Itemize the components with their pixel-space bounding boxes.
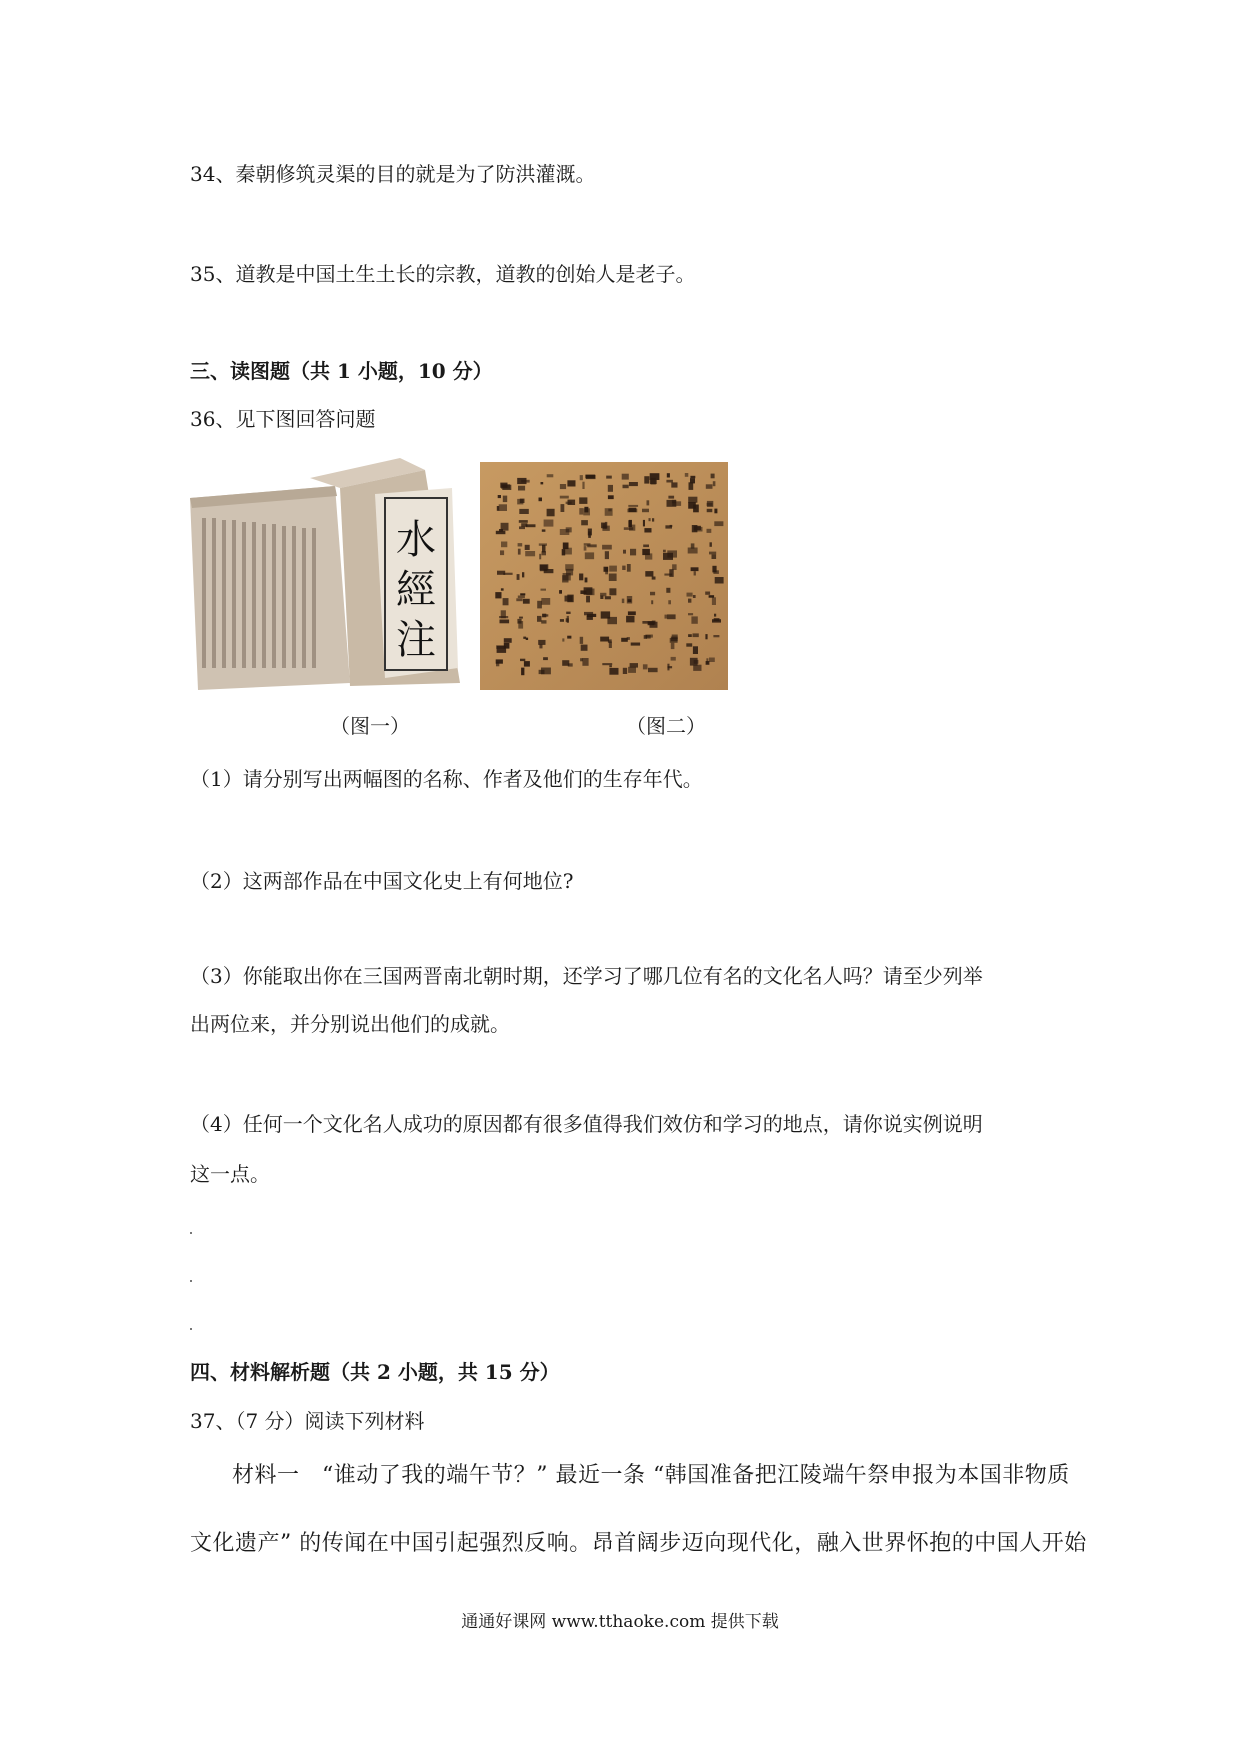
calligraphy-stroke bbox=[691, 543, 695, 548]
figure-2-caption: （图二） bbox=[626, 714, 706, 738]
calligraphy-stroke bbox=[503, 496, 507, 503]
calligraphy-stroke bbox=[580, 475, 583, 480]
calligraphy-stroke bbox=[495, 592, 501, 598]
calligraphy-stroke bbox=[608, 509, 611, 512]
calligraphy-stroke bbox=[688, 502, 696, 509]
figure-1-cover-char-2: 經 bbox=[396, 567, 436, 613]
calligraphy-stroke bbox=[581, 645, 588, 651]
calligraphy-stroke bbox=[521, 668, 524, 676]
calligraphy-stroke bbox=[672, 635, 678, 640]
calligraphy-stroke bbox=[713, 481, 716, 486]
calligraphy-stroke bbox=[643, 520, 645, 527]
calligraphy-stroke bbox=[538, 640, 545, 645]
calligraphy-stroke bbox=[627, 509, 637, 513]
figure-1-caption: （图一） bbox=[330, 714, 410, 738]
figure-1-cover-char-1: 水 bbox=[396, 517, 436, 563]
calligraphy-stroke bbox=[519, 509, 529, 514]
calligraphy-stroke bbox=[526, 638, 528, 640]
calligraphy-stroke bbox=[539, 498, 543, 502]
calligraphy-stroke bbox=[583, 508, 590, 515]
calligraphy-stroke bbox=[519, 526, 525, 529]
calligraphy-stroke bbox=[609, 642, 612, 649]
calligraphy-stroke bbox=[690, 478, 695, 483]
calligraphy-stroke bbox=[608, 485, 613, 492]
calligraphy-stroke bbox=[671, 482, 677, 487]
calligraphy-stroke bbox=[567, 595, 573, 603]
calligraphy-stroke bbox=[516, 598, 522, 601]
calligraphy-stroke bbox=[517, 478, 526, 484]
calligraphy-stroke bbox=[628, 505, 638, 507]
calligraphy-stroke bbox=[665, 615, 668, 619]
stray-dot bbox=[190, 1328, 192, 1330]
calligraphy-stroke bbox=[672, 564, 677, 570]
calligraphy-stroke bbox=[690, 658, 698, 666]
calligraphy-stroke bbox=[622, 474, 629, 480]
question-36-sub-4-line-1: （4）任何一个文化名人成功的原因都有很多值得我们效仿和学习的地点，请你说实例说明 bbox=[190, 1112, 983, 1136]
calligraphy-stroke bbox=[584, 546, 587, 551]
calligraphy-stroke bbox=[706, 658, 708, 664]
calligraphy-stroke bbox=[609, 566, 617, 572]
calligraphy-stroke bbox=[712, 554, 717, 559]
calligraphy-stroke bbox=[714, 521, 723, 526]
calligraphy-stroke bbox=[604, 567, 609, 572]
calligraphy-stroke bbox=[560, 484, 566, 489]
calligraphy-stroke bbox=[705, 592, 710, 595]
calligraphy-stroke bbox=[666, 480, 673, 483]
calligraphy-stroke bbox=[567, 636, 571, 639]
calligraphy-stroke bbox=[707, 501, 713, 507]
calligraphy-stroke bbox=[542, 614, 546, 618]
calligraphy-stroke bbox=[501, 588, 504, 590]
calligraphy-stroke bbox=[623, 485, 629, 489]
calligraphy-stroke bbox=[525, 551, 535, 556]
stray-dot bbox=[190, 1280, 192, 1282]
section-4-heading: 四、材料解析题（共 2 小题，共 15 分） bbox=[190, 1360, 560, 1384]
calligraphy-stroke bbox=[693, 665, 701, 671]
calligraphy-stroke bbox=[585, 578, 588, 583]
calligraphy-stroke bbox=[565, 564, 573, 570]
calligraphy-stroke bbox=[643, 545, 649, 548]
calligraphy-stroke bbox=[600, 596, 603, 600]
question-36: 36、见下图回答问题 bbox=[190, 407, 376, 431]
calligraphy-stroke bbox=[544, 520, 554, 527]
calligraphy-stroke bbox=[560, 496, 569, 499]
calligraphy-stroke bbox=[525, 545, 530, 550]
calligraphy-stroke bbox=[627, 637, 630, 640]
calligraphy-stroke bbox=[588, 531, 591, 538]
calligraphy-stroke bbox=[645, 635, 653, 638]
question-36-sub-3-line-1: （3）你能取出你在三国两晋南北朝时期，还学习了哪几位有名的文化名人吗？请至少列举 bbox=[190, 964, 983, 988]
calligraphy-stroke bbox=[686, 643, 692, 646]
calligraphy-stroke bbox=[582, 658, 588, 666]
calligraphy-stroke bbox=[645, 553, 652, 559]
calligraphy-stroke bbox=[649, 518, 651, 521]
calligraphy-stroke bbox=[644, 476, 649, 483]
question-37: 37、（7 分）阅读下列材料 bbox=[190, 1409, 425, 1433]
calligraphy-stroke bbox=[543, 657, 548, 660]
calligraphy-stroke bbox=[707, 509, 713, 512]
calligraphy-stroke bbox=[689, 482, 694, 490]
calligraphy-stroke bbox=[643, 664, 648, 669]
calligraphy-stroke bbox=[709, 595, 715, 598]
calligraphy-stroke bbox=[688, 599, 691, 603]
calligraphy-stroke bbox=[560, 529, 570, 535]
calligraphy-stroke bbox=[539, 670, 545, 674]
calligraphy-stroke bbox=[547, 474, 554, 477]
calligraphy-stroke bbox=[628, 520, 631, 527]
calligraphy-stroke bbox=[671, 657, 676, 661]
calligraphy-stroke bbox=[581, 520, 588, 525]
calligraphy-stroke bbox=[523, 637, 526, 639]
calligraphy-stroke bbox=[559, 590, 562, 594]
calligraphy-stroke bbox=[627, 564, 631, 572]
calligraphy-stroke bbox=[650, 480, 657, 484]
calligraphy-stroke bbox=[501, 542, 507, 548]
calligraphy-stroke bbox=[520, 593, 525, 595]
calligraphy-stroke bbox=[586, 596, 590, 603]
calligraphy-stroke bbox=[668, 600, 671, 604]
calligraphy-stroke bbox=[499, 504, 507, 511]
calligraphy-stroke bbox=[707, 529, 712, 533]
calligraphy-stroke bbox=[714, 614, 716, 617]
calligraphy-stroke bbox=[667, 500, 677, 507]
question-34: 34、秦朝修筑灵渠的目的就是为了防洪灌溉。 bbox=[190, 162, 596, 186]
calligraphy-stroke bbox=[523, 599, 530, 604]
calligraphy-stroke bbox=[642, 621, 652, 624]
calligraphy-stroke bbox=[642, 509, 649, 513]
section-3-heading: 三、读图题（共 1 小题，10 分） bbox=[190, 359, 493, 383]
calligraphy-stroke bbox=[496, 659, 503, 663]
calligraphy-stroke bbox=[712, 566, 716, 573]
calligraphy-stroke bbox=[603, 523, 607, 529]
calligraphy-stroke bbox=[714, 509, 717, 514]
calligraphy-stroke bbox=[651, 600, 653, 604]
calligraphy-stroke bbox=[668, 496, 674, 499]
calligraphy-stroke bbox=[524, 661, 530, 667]
calligraphy-stroke bbox=[688, 497, 697, 503]
calligraphy-stroke bbox=[500, 550, 504, 555]
calligraphy-stroke bbox=[518, 543, 523, 546]
calligraphy-stroke bbox=[541, 620, 546, 623]
calligraphy-stroke bbox=[561, 504, 565, 512]
calligraphy-stroke bbox=[644, 528, 651, 532]
calligraphy-stroke bbox=[663, 550, 666, 553]
calligraphy-stroke bbox=[652, 577, 656, 580]
calligraphy-stroke bbox=[600, 637, 609, 642]
calligraphy-stroke bbox=[715, 577, 724, 584]
question-36-sub-2: （2）这两部作品在中国文化史上有何地位? bbox=[190, 869, 574, 893]
calligraphy-stroke bbox=[586, 475, 596, 479]
calligraphy-stroke bbox=[497, 571, 505, 575]
calligraphy-stroke bbox=[585, 552, 594, 559]
calligraphy-stroke bbox=[631, 643, 640, 646]
calligraphy-stroke bbox=[542, 529, 546, 531]
calligraphy-stroke bbox=[710, 542, 712, 547]
calligraphy-stroke bbox=[562, 638, 564, 641]
calligraphy-stroke bbox=[520, 659, 525, 661]
calligraphy-stroke bbox=[609, 668, 618, 675]
calligraphy-stroke bbox=[579, 508, 583, 514]
calligraphy-stroke bbox=[497, 646, 507, 653]
calligraphy-stroke bbox=[694, 571, 696, 575]
calligraphy-stroke bbox=[691, 567, 699, 571]
calligraphy-stroke bbox=[648, 668, 658, 672]
calligraphy-stroke bbox=[566, 502, 572, 505]
calligraphy-stroke bbox=[630, 549, 636, 556]
calligraphy-stroke bbox=[606, 476, 612, 479]
calligraphy-stroke bbox=[586, 589, 594, 596]
calligraphy-stroke bbox=[580, 590, 586, 594]
figure-2-image bbox=[480, 462, 728, 690]
calligraphy-stroke bbox=[626, 616, 634, 623]
calligraphy-stroke bbox=[503, 598, 509, 605]
calligraphy-stroke bbox=[542, 551, 547, 555]
calligraphy-stroke bbox=[518, 549, 521, 555]
calligraphy-stroke bbox=[691, 616, 697, 623]
calligraphy-stroke bbox=[579, 497, 587, 504]
calligraphy-stroke bbox=[685, 473, 689, 477]
calligraphy-stroke bbox=[582, 482, 584, 489]
calligraphy-stroke bbox=[520, 499, 525, 503]
calligraphy-stroke bbox=[605, 596, 611, 599]
calligraphy-stroke bbox=[652, 518, 654, 521]
calligraphy-stroke bbox=[671, 643, 675, 649]
calligraphy-stroke bbox=[622, 599, 625, 604]
calligraphy-stroke bbox=[566, 612, 570, 614]
calligraphy-stroke bbox=[566, 618, 569, 622]
calligraphy-stroke bbox=[518, 596, 525, 599]
calligraphy-stroke bbox=[539, 554, 541, 560]
calligraphy-stroke bbox=[670, 525, 673, 527]
calligraphy-stroke bbox=[688, 634, 692, 637]
calligraphy-stroke bbox=[690, 476, 695, 479]
calligraphy-stroke bbox=[693, 633, 699, 637]
calligraphy-stroke bbox=[580, 658, 583, 661]
calligraphy-stroke bbox=[666, 588, 670, 593]
calligraphy-stroke bbox=[629, 482, 638, 486]
calligraphy-stroke bbox=[497, 506, 499, 511]
calligraphy-stroke bbox=[609, 665, 612, 667]
calligraphy-stroke bbox=[504, 638, 512, 643]
calligraphy-stroke bbox=[562, 660, 569, 666]
calligraphy-stroke bbox=[693, 646, 698, 654]
question-36-sub-3-line-2: 出两位来，并分别说出他们的成就。 bbox=[190, 1012, 510, 1036]
calligraphy-stroke bbox=[630, 663, 638, 668]
question-36-sub-1: （1）请分别写出两幅图的名称、作者及他们的生存年代。 bbox=[190, 767, 703, 791]
calligraphy-stroke bbox=[587, 544, 597, 547]
question-35: 35、道教是中国土生土长的宗教，道教的创始人是老子。 bbox=[190, 262, 696, 286]
calligraphy-stroke bbox=[628, 611, 636, 615]
calligraphy-stroke bbox=[712, 619, 721, 622]
calligraphy-stroke bbox=[623, 550, 626, 554]
calligraphy-stroke bbox=[692, 525, 698, 532]
calligraphy-stroke bbox=[713, 635, 719, 637]
calligraphy-stroke bbox=[667, 614, 676, 619]
page-footer: 通通好课网 www.tthaoke.com 提供下载 bbox=[461, 1612, 779, 1632]
calligraphy-stroke bbox=[647, 500, 650, 505]
calligraphy-stroke bbox=[602, 663, 612, 665]
calligraphy-stroke bbox=[519, 520, 528, 523]
calligraphy-stroke bbox=[688, 613, 693, 615]
calligraphy-stroke bbox=[547, 509, 555, 517]
calligraphy-stroke bbox=[526, 524, 536, 527]
calligraphy-stroke bbox=[518, 621, 523, 629]
calligraphy-stroke bbox=[663, 553, 673, 560]
calligraphy-stroke bbox=[500, 620, 510, 624]
figure-1-image bbox=[190, 458, 460, 690]
calligraphy-stroke bbox=[584, 612, 593, 615]
calligraphy-stroke bbox=[711, 474, 715, 479]
calligraphy-stroke bbox=[628, 667, 636, 673]
calligraphy-stroke bbox=[522, 572, 524, 577]
calligraphy-stroke bbox=[706, 484, 713, 489]
question-36-sub-4-line-2: 这一点。 bbox=[190, 1162, 270, 1186]
material-1-line-1: 材料一 “谁动了我的端午节？” 最近一条 “韩国准备把江陵端午祭申报为本国非物质 bbox=[232, 1463, 1070, 1488]
calligraphy-stroke bbox=[605, 551, 609, 559]
calligraphy-stroke bbox=[693, 595, 696, 598]
calligraphy-stroke bbox=[519, 617, 523, 619]
calligraphy-stroke bbox=[650, 592, 655, 596]
calligraphy-stroke bbox=[537, 601, 542, 609]
calligraphy-stroke bbox=[541, 589, 547, 591]
calligraphy-stroke bbox=[539, 644, 542, 648]
calligraphy-stroke bbox=[501, 523, 509, 531]
calligraphy-stroke bbox=[500, 483, 507, 488]
stray-dot bbox=[190, 1232, 192, 1234]
calligraphy-stroke bbox=[579, 574, 583, 581]
calligraphy-stroke bbox=[602, 545, 612, 550]
calligraphy-stroke bbox=[498, 495, 501, 498]
calligraphy-stroke bbox=[499, 616, 508, 618]
calligraphy-stroke bbox=[580, 637, 583, 644]
calligraphy-stroke bbox=[712, 597, 716, 605]
calligraphy-stroke bbox=[667, 473, 670, 477]
calligraphy-stroke bbox=[687, 593, 693, 597]
calligraphy-stroke bbox=[601, 611, 610, 618]
calligraphy-stroke bbox=[609, 588, 616, 595]
calligraphy-stroke bbox=[645, 571, 653, 577]
calligraphy-stroke bbox=[560, 619, 564, 622]
calligraphy-stroke bbox=[537, 616, 542, 622]
calligraphy-stroke bbox=[517, 574, 520, 580]
calligraphy-stroke bbox=[496, 531, 506, 534]
figure-1-cover-char-3: 注 bbox=[396, 617, 436, 663]
calligraphy-stroke bbox=[567, 480, 575, 486]
calligraphy-stroke bbox=[664, 574, 672, 576]
calligraphy-stroke bbox=[544, 569, 554, 573]
calligraphy-stroke bbox=[709, 658, 715, 663]
calligraphy-stroke bbox=[608, 495, 614, 499]
calligraphy-stroke bbox=[623, 668, 627, 674]
material-1-line-2: 文化遗产” 的传闻在中国引起强烈反响。昂首阔步迈向现代化，融入世界怀抱的中国人开始 bbox=[190, 1531, 1087, 1556]
calligraphy-stroke bbox=[669, 569, 673, 577]
calligraphy-stroke bbox=[564, 548, 572, 555]
calligraphy-stroke bbox=[622, 566, 625, 570]
calligraphy-stroke bbox=[541, 598, 550, 605]
calligraphy-stroke bbox=[609, 574, 617, 582]
calligraphy-stroke bbox=[667, 664, 669, 671]
calligraphy-stroke bbox=[518, 486, 525, 491]
calligraphy-stroke bbox=[709, 552, 716, 555]
calligraphy-stroke bbox=[541, 482, 544, 484]
calligraphy-stroke bbox=[587, 616, 593, 620]
calligraphy-stroke bbox=[627, 596, 632, 604]
calligraphy-stroke bbox=[705, 634, 707, 639]
